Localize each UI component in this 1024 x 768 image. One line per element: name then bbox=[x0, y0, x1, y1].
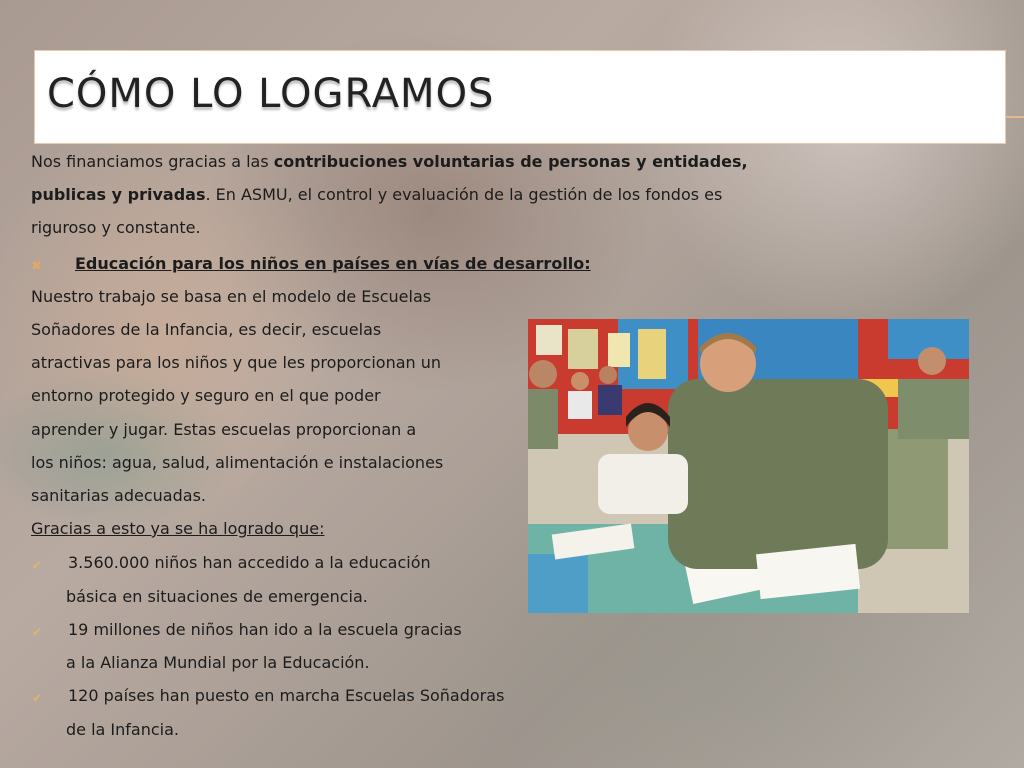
body-line: atractivas para los niños y que les proporcionan un bbox=[31, 353, 442, 372]
body-line: entorno protegido y seguro en el que poder bbox=[31, 386, 381, 405]
section-heading: Educación para los niños en países en vías de desarrollo: bbox=[75, 254, 591, 273]
checkmark-icon: ✔ bbox=[32, 625, 43, 639]
body-line: sanitarias adecuadas. bbox=[31, 486, 206, 505]
body-line: Nuestro trabajo se basa en el modelo de Escuelas bbox=[31, 287, 432, 306]
classroom-photo bbox=[528, 319, 969, 613]
results-heading: Gracias a esto ya se ha logrado que: bbox=[31, 519, 325, 538]
intro-bold-text: contribuciones voluntarias de personas y entidades, bbox=[273, 152, 748, 171]
checkmark-icon: ✔ bbox=[32, 558, 43, 572]
achievement-line: básica en situaciones de emergencia. bbox=[66, 587, 368, 606]
title-box bbox=[34, 50, 1006, 144]
achievement-line: 19 millones de niños han ido a la escuela gracias bbox=[68, 620, 462, 639]
intro-text: Nos financiamos gracias a las bbox=[31, 152, 274, 171]
checkmark-icon: ✔ bbox=[32, 691, 43, 705]
body-line: los niños: agua, salud, alimentación e instalaciones bbox=[31, 453, 444, 472]
x-bullet-icon: ✖ bbox=[31, 259, 42, 274]
intro-text: . En ASMU, el control y evaluación de la gestión de los fondos es bbox=[205, 185, 723, 204]
achievement-line: 120 países han puesto en marcha Escuelas Soñadoras bbox=[68, 686, 505, 705]
intro-bold-text: publicas y privadas bbox=[31, 185, 206, 204]
intro-line-2 bbox=[31, 185, 722, 205]
intro-line-3: riguroso y constante. bbox=[31, 218, 201, 237]
body-line: Soñadores de la Infancia, es decir, escuelas bbox=[31, 320, 382, 339]
achievement-line: a la Alianza Mundial por la Educación. bbox=[66, 653, 370, 672]
achievement-line: 3.560.000 niños han accedido a la educación bbox=[68, 553, 431, 572]
body-line: aprender y jugar. Estas escuelas proporcionan a bbox=[31, 420, 417, 439]
slide-title: CÓMO LO LOGRAMOS bbox=[47, 71, 495, 117]
achievement-line: de la Infancia. bbox=[66, 720, 179, 739]
intro-line-1 bbox=[31, 152, 748, 172]
title-accent-rule bbox=[1006, 116, 1024, 118]
